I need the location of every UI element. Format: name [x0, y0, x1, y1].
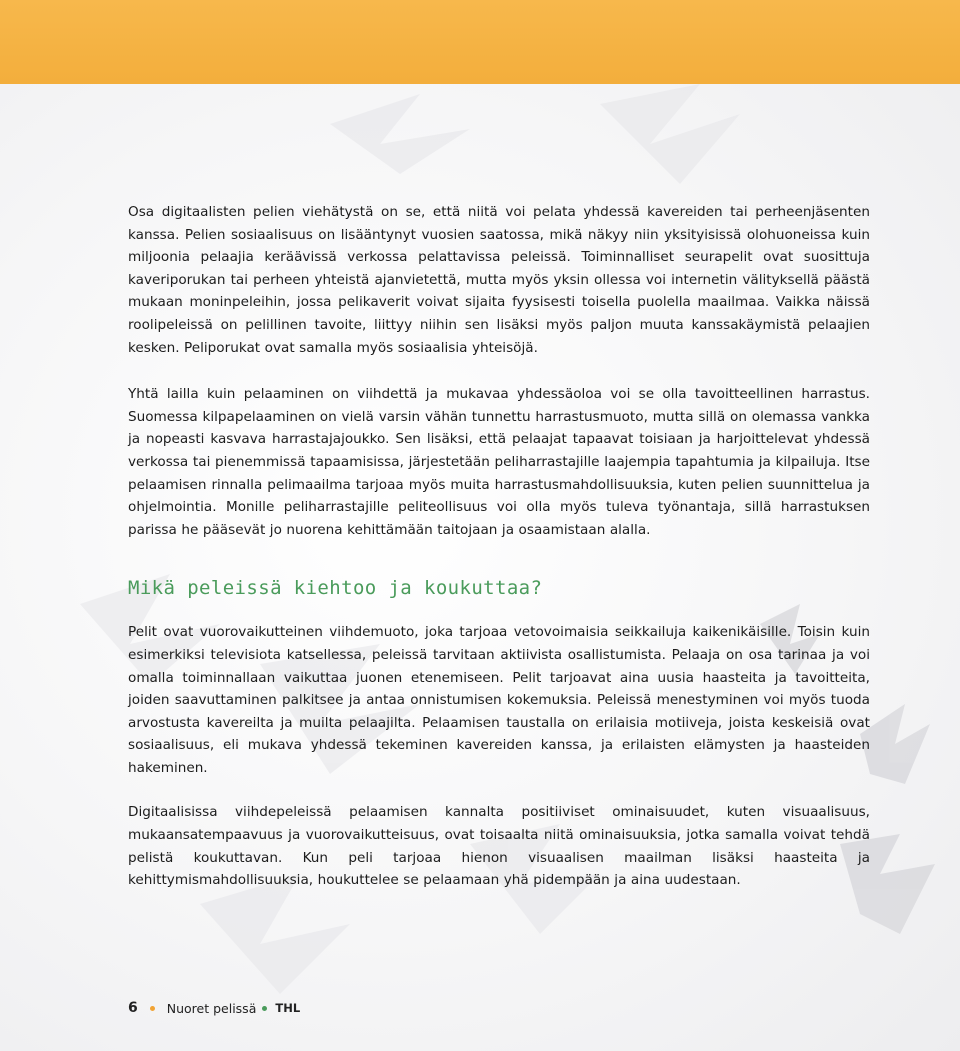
top-color-band	[0, 0, 960, 84]
paragraph-1: Osa digitaalisten pelien viehätystä on se, että niitä voi pelata yhdessä kavereiden tai perheenjäsenten kanssa. Pelien sosiaalisuus on lisääntynyt vuosien saatossa, mikä näkyy niin yksityisissä olohuoneissa kuin miljoonia pelaajia keräävissä verkossa pelattavissa peleissä. Toiminnalliset seurapelit ovat suosittuja kaveriporukan tai perheen yhteistä ajanvietettä, mutta myös yksin ollessa voi internetin välityksellä päästä mukaan moninpeleihin, jossa pelikaverit voivat sijaita fyysisesti toisella puolella maailmaa. Vaikka näissä roolipeleissä on pelillinen tavoite, liittyy niihin sen lisäksi myös paljon muuta kanssakäymistä pelaajien kesken. Peliporukat ovat samalla myös sosiaalisia yhteisöjä.	[128, 204, 870, 356]
section-heading: Mikä peleissä kiehtoo ja koukuttaa?	[128, 577, 543, 600]
paragraph-4: Digitaalisissa viihdepeleissä pelaamisen kannalta positiiviset ominaisuudet, kuten visuaalisuus, mukaansatempaavuus ja vuorovaikutteisuus, ovat toisaalta niitä ominaisuuksia, jotka samalla voivat tehdä pelistä koukuttavan. Kun peli tarjoaa hienon visuaalisen maailman lisäksi haasteita ja kehittymismahdollisuuksia, houkuttelee se pelaamaan yhä pidempään ja aina uudestaan.	[128, 804, 870, 889]
green-bullet-icon	[262, 1006, 267, 1011]
page-footer	[128, 997, 300, 1019]
paragraph-2: Yhtä lailla kuin pelaaminen on viihdettä ja mukavaa yhdessäoloa voi se olla tavoitteellinen harrastus. Suomessa kilpapelaaminen on vielä varsin vähän tunnettu harrastusmuoto, mutta sillä on olemassa vankka ja nopeasti kasvava harrastajajoukko. Sen lisäksi, että pelaajat tapaavat toisiaan ja harjoittelevat yhdessä verkossa tai pienemmissä tapaamisissa, järjestetään peliharrastajille laajempia tapahtumia ja kilpailuja. Itse pelaamisen rinnalla pelimaailma tarjoaa myös muita harrastusmahdollisuuksia, kuten pelien suunnittelua ja ohjelmointia. Monille peliharrastajille peliteollisuus voi olla myös tuleva työnantaja, sillä harrastuksen parissa he pääsevät jo nuorena kehittämään taitojaan ja osaamistaan alalla.	[128, 386, 870, 538]
paragraph-3: Pelit ovat vuorovaikutteinen viihdemuoto, joka tarjoaa vetovoimaisia seikkailuja kaikenikäisille. Toisin kuin esimerkiksi televisiota katsellessa, peleissä tarvitaan aktiivista osallistumista. Pelaaja on osa tarinaa ja voi omalla toiminnallaan vaikuttaa juonen etenemiseen. Pelit tarjoavat aina uusia haasteita ja tavoitteita, joiden saavuttaminen palkitsee ja antaa onnistumisen kokemuksia. Peleissä menestyminen voi myös tuoda arvostusta kavereilta ja muilta pelaajilta. Pelaamisen taustalla on erilaisia motiiveja, joista keskeisiä ovat sosiaalisuus, eli mukava yhdessä tekeminen kavereiden kanssa, ja erilaisten elämysten ja haasteiden hakeminen.	[128, 624, 870, 776]
publication-title: Nuoret pelissä	[166, 1000, 257, 1016]
organization-name: THL	[275, 1001, 301, 1015]
page-number: 6	[128, 1000, 138, 1016]
main-text-column	[128, 201, 870, 892]
orange-bullet-icon	[150, 1006, 155, 1011]
